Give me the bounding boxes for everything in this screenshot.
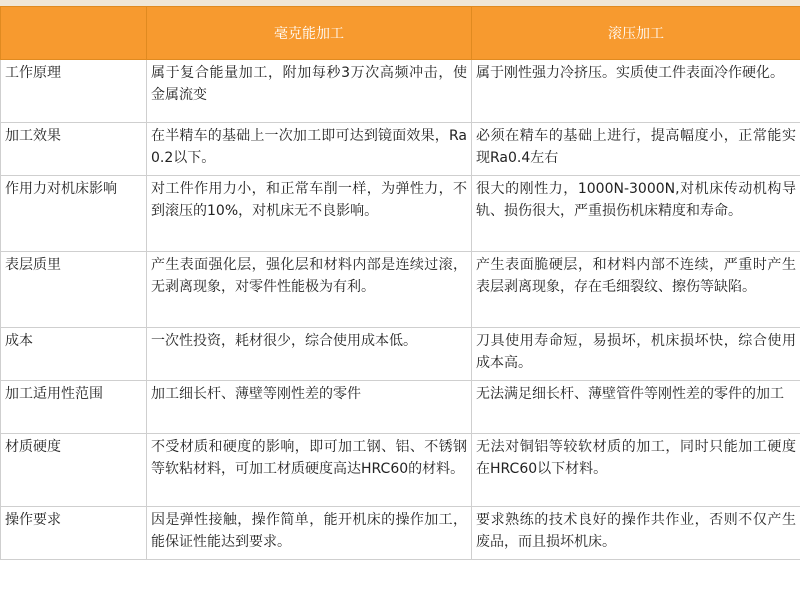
- mk-cell: 产生表面强化层，强化层和材料内部是连续过滚，无剥离现象，对零件性能极为有利。: [147, 252, 472, 328]
- row-label: 材质硬度: [1, 434, 147, 507]
- row-label: 加工适用性范围: [1, 381, 147, 434]
- mk-cell: 在半精车的基础上一次加工即可达到镜面效果，Ra0.2以下。: [147, 123, 472, 176]
- header-mk-processing: 毫克能加工: [147, 7, 472, 60]
- table-row: [1, 60, 800, 123]
- header-rolling-processing: 滚压加工: [472, 7, 800, 60]
- rolling-cell: 很大的刚性力，1000N-3000N,对机床传动机构导轨、损伤很大，严重损伤机床精度和寿命。: [472, 176, 800, 252]
- mk-cell: 对工件作用力小，和正常车削一样，为弹性力，不到滚压的10%，对机床无不良影响。: [147, 176, 472, 252]
- mk-cell: 不受材质和硬度的影响，即可加工钢、铝、不锈钢等软粘材料，可加工材质硬度高达HRC60的材料。: [147, 434, 472, 507]
- comparison-table: [0, 6, 800, 560]
- rolling-cell: 刀具使用寿命短，易损坏，机床损坏快，综合使用成本高。: [472, 328, 800, 381]
- table-row: [1, 328, 800, 381]
- rolling-cell: 要求熟练的技术良好的操作共作业，否则不仅产生废品，而且损坏机床。: [472, 507, 800, 560]
- table-row: [1, 507, 800, 560]
- table-header-row: [1, 7, 800, 60]
- table-row: [1, 176, 800, 252]
- rolling-cell: 无法满足细长杆、薄壁管件等刚性差的零件的加工: [472, 381, 800, 434]
- row-label: 操作要求: [1, 507, 147, 560]
- header-blank-cell: [1, 7, 147, 60]
- rolling-cell: 属于刚性强力冷挤压。实质使工件表面冷作硬化。: [472, 60, 800, 123]
- table-row: [1, 123, 800, 176]
- row-label: 成本: [1, 328, 147, 381]
- row-label: 作用力对机床影响: [1, 176, 147, 252]
- table-row: [1, 252, 800, 328]
- mk-cell: 属于复合能量加工，附加每秒3万次高频冲击，使金属流变: [147, 60, 472, 123]
- row-label: 表层质里: [1, 252, 147, 328]
- row-label: 加工效果: [1, 123, 147, 176]
- mk-cell: 因是弹性接触，操作简单，能开机床的操作加工，能保证性能达到要求。: [147, 507, 472, 560]
- rolling-cell: 无法对铜铝等较软材质的加工，同时只能加工硬度在HRC60以下材料。: [472, 434, 800, 507]
- rolling-cell: 必须在精车的基础上进行，提高幅度小，正常能实现Ra0.4左右: [472, 123, 800, 176]
- table-row: [1, 381, 800, 434]
- mk-cell: 加工细长杆、薄壁等刚性差的零件: [147, 381, 472, 434]
- mk-cell: 一次性投资，耗材很少，综合使用成本低。: [147, 328, 472, 381]
- rolling-cell: 产生表面脆硬层，和材料内部不连续，严重时产生表层剥离现象，存在毛细裂纹、擦伤等缺陷。: [472, 252, 800, 328]
- row-label: 工作原理: [1, 60, 147, 123]
- table-row: [1, 434, 800, 507]
